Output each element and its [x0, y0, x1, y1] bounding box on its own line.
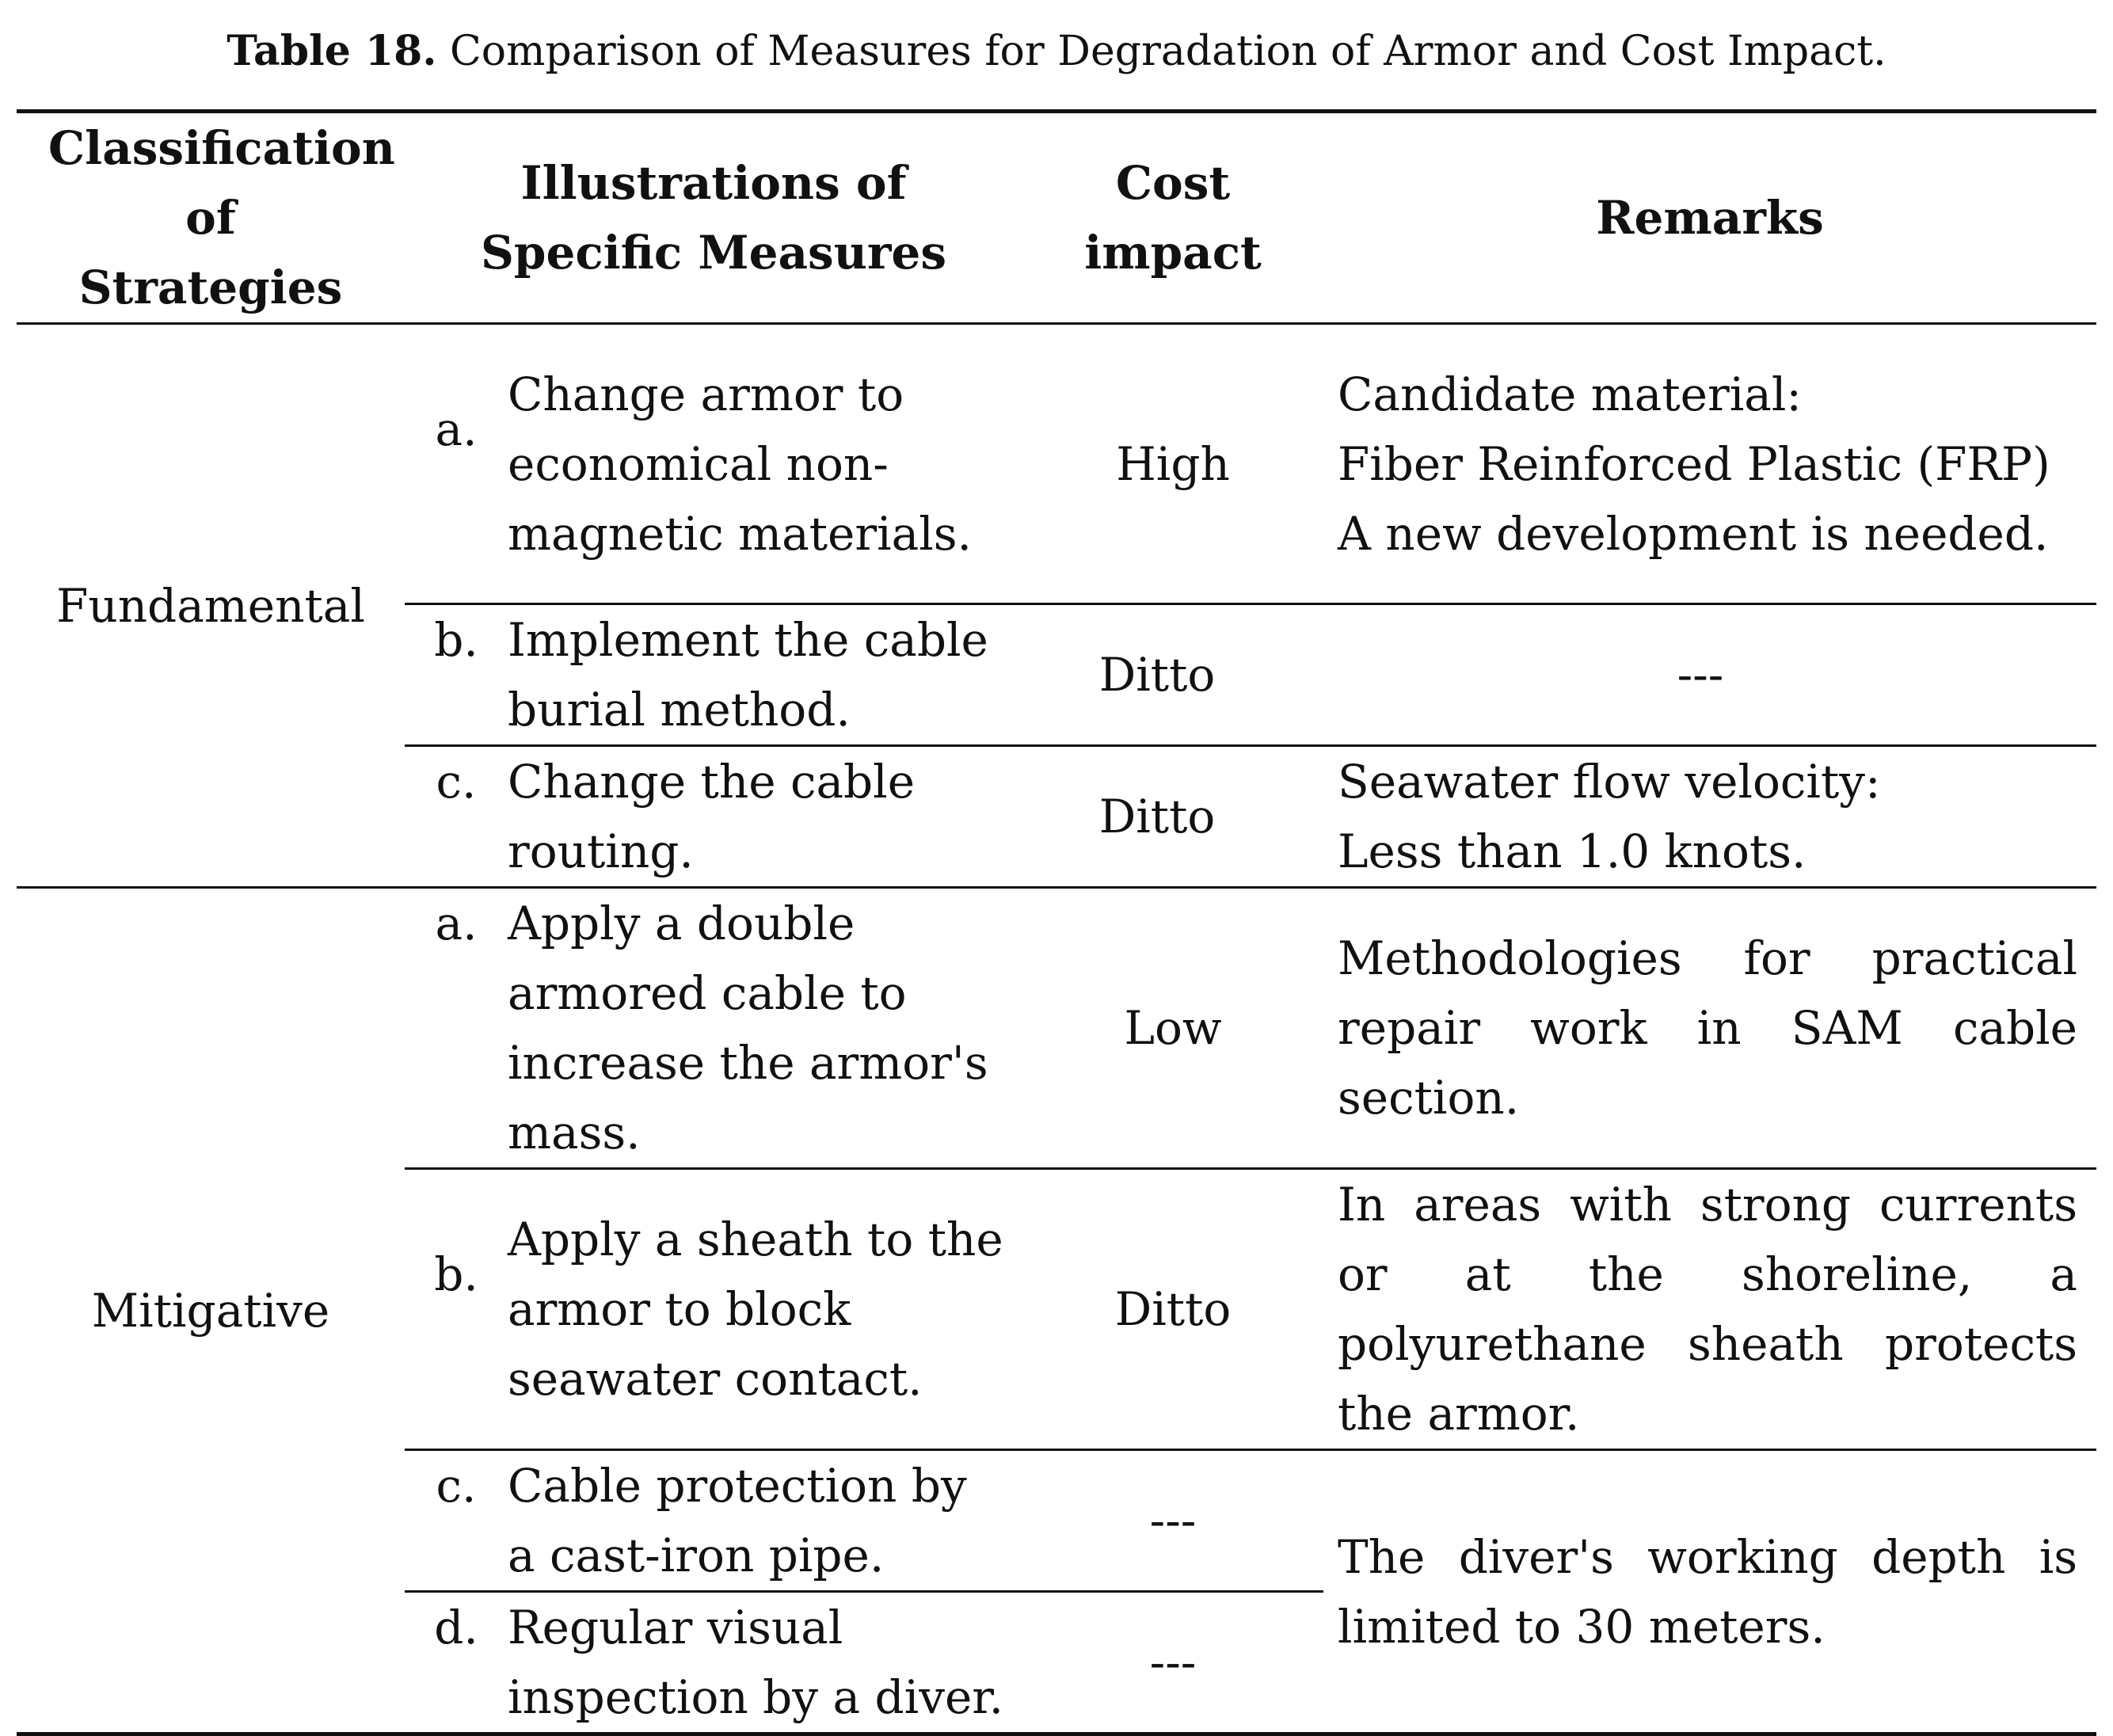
row-letter: b. — [405, 604, 508, 746]
header-classification: Classification of Strategies — [17, 112, 405, 324]
remark-line: Less than 1.0 knots. — [1338, 824, 1807, 878]
row-letter — [405, 888, 508, 1169]
row-measure: Regular visual inspection by a diver. — [508, 1592, 1022, 1734]
row-measure: Change the cable routing. — [508, 746, 1022, 888]
row-measure: Cable protection by a cast-iron pipe. — [508, 1450, 1022, 1592]
row-remark: --- — [1323, 604, 2096, 746]
row-cost: --- — [1022, 1592, 1323, 1734]
row-letter: c. — [405, 1450, 508, 1592]
caption-text: Comparison of Measures for Degradation of Armor and Cost Impact. — [450, 28, 1886, 75]
row-remark — [1323, 324, 2096, 604]
header-cost: Cost impact — [1022, 112, 1323, 324]
row-measure: Change armor to economical non-magnetic materials. — [508, 367, 972, 561]
row-remark: In areas with strong currents or at the shoreline, a polyurethane sheath protects the armor. — [1323, 1169, 2096, 1450]
header-row — [17, 112, 2096, 324]
row-cost: High — [1116, 436, 1230, 491]
row-remark — [1323, 746, 2096, 888]
group-label-fundamental: Fundamental — [56, 578, 365, 633]
row-remark-shared: The diver's working depth is limited to 30 meters. — [1323, 1450, 2096, 1734]
row-letter-text: b. — [434, 1247, 478, 1301]
remark-line: Seawater flow velocity: — [1338, 755, 1881, 809]
row-remark: Methodologies for practical repair work in SAM cable section. — [1323, 888, 2096, 1169]
table-caption — [0, 24, 2113, 79]
row-cost: Low — [1022, 888, 1323, 1169]
row-cost: Ditto — [1022, 1169, 1323, 1450]
row-letter: c. — [405, 746, 508, 888]
comparison-table — [17, 109, 2096, 1736]
row-measure: Apply a sheath to the armor to block seawater contact. — [508, 1169, 1022, 1450]
row-cost: Ditto — [1022, 604, 1323, 746]
row-letter-text: a. — [435, 402, 478, 456]
row-cost: --- — [1022, 1450, 1323, 1592]
row-cost: Ditto — [1022, 746, 1323, 888]
row-letter — [405, 324, 508, 604]
row-measure: Apply a double armored cable to increase the armor's mass. — [508, 888, 1022, 1169]
header-measures: Illustrations of Specific Measures — [405, 112, 1022, 324]
caption-label: Table 18. — [227, 27, 437, 75]
group-label-mitigative: Mitigative — [17, 888, 405, 1734]
remark-line: Fiber Reinforced Plastic (FRP) — [1338, 436, 2050, 491]
table-row — [17, 324, 2096, 604]
row-letter: d. — [405, 1592, 508, 1734]
row-measure: Implement the cable burial method. — [508, 604, 1022, 746]
table-row — [17, 888, 2096, 1169]
remark-line: Candidate material: — [1338, 367, 1802, 421]
header-remarks: Remarks — [1323, 112, 2096, 324]
row-letter-text: a. — [435, 897, 478, 950]
row-letter — [405, 1169, 508, 1450]
remark-line: A new development is needed. — [1338, 506, 2049, 561]
